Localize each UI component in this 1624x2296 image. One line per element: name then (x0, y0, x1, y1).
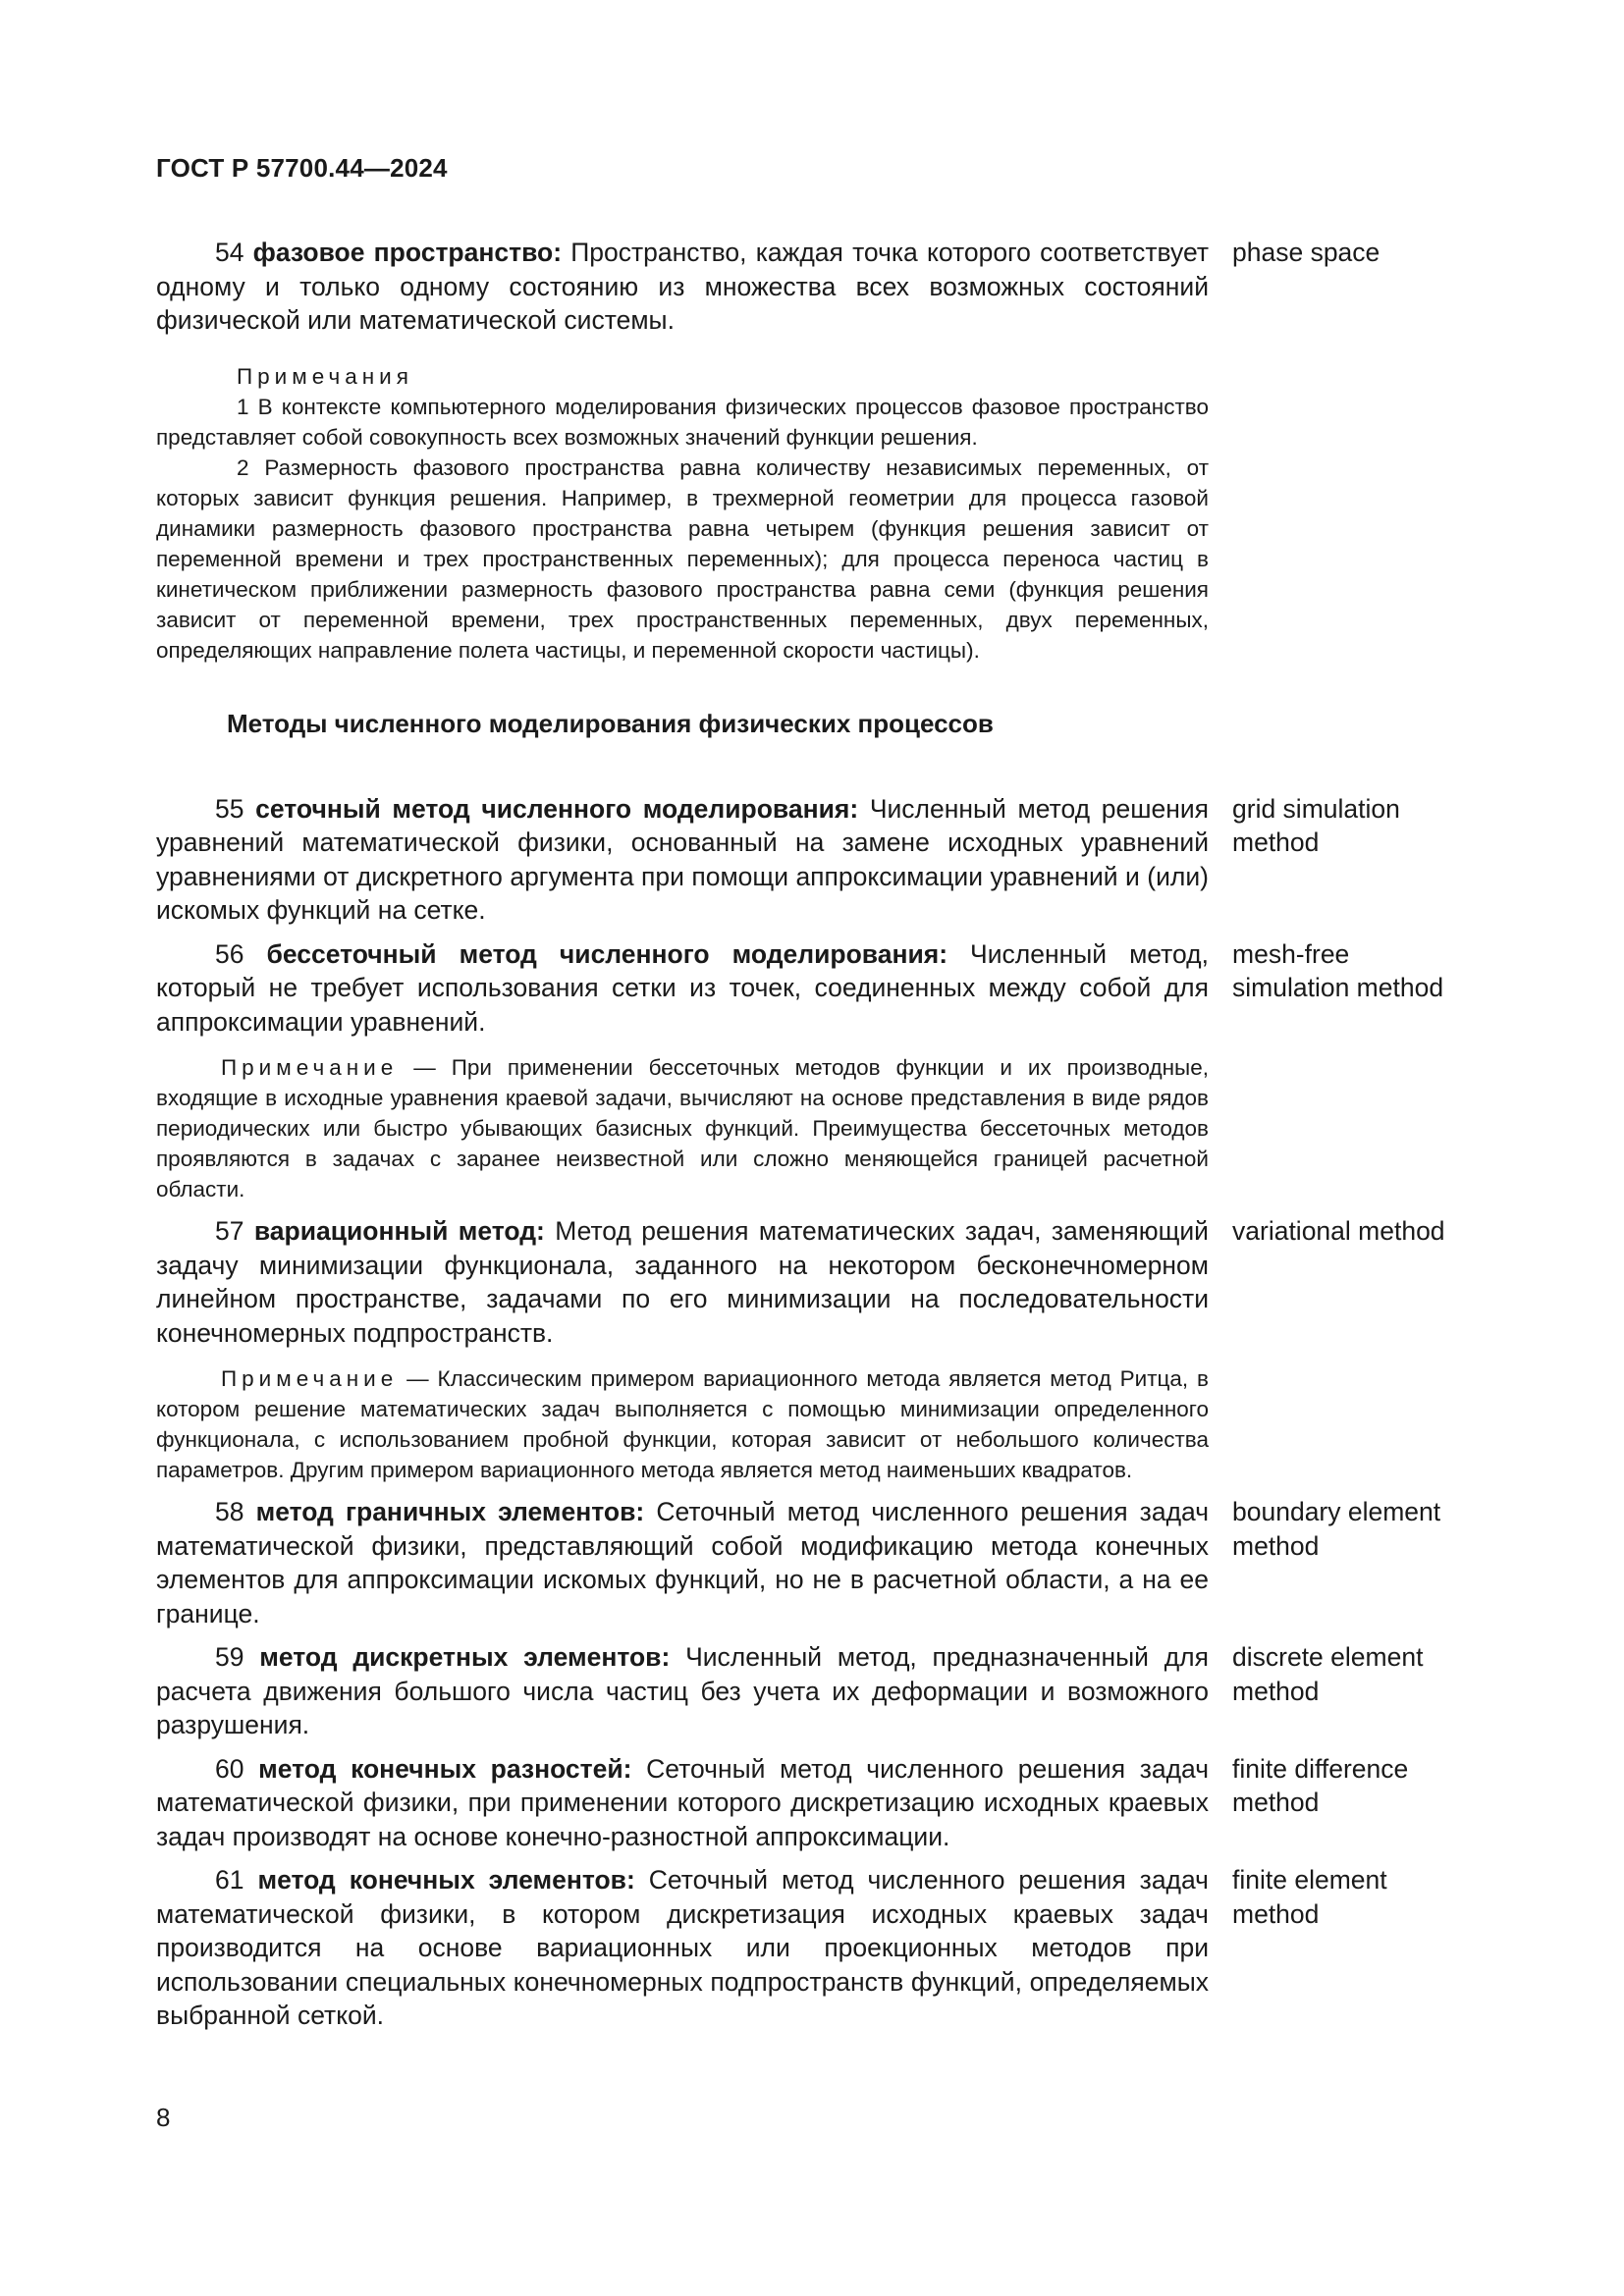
term-name: фазовое пространство: (252, 238, 563, 267)
term-number: 56 (215, 938, 244, 969)
term-english-56: mesh-free simulation method (1232, 938, 1444, 1002)
term-number: 61 (215, 1865, 244, 1895)
term-english-60: finite difference method (1232, 1753, 1409, 1817)
page-content (156, 236, 1491, 2033)
term-definition-text: Численный метод решения уравнений математической физики, основанный на замене исходных уравнений уравнениями от дискретного аргумента при помощи аппроксимации уравнений и (или) искомых функций на сетке. (156, 793, 1209, 925)
term-name: вариационный метод: (253, 1216, 545, 1246)
section-heading: Методы численного моделирования физических процессов (227, 708, 994, 738)
term-definition-59 (156, 1640, 1209, 1742)
term-definition-text: Сеточный метод численного решения задач математической физики, представляющий собой модификацию метода конечных элементов для аппроксимации искомых функций, но не в расчетной области, а на ее границе. (156, 1497, 1209, 1629)
note-label: Примечание (221, 1055, 399, 1080)
term-definition-text: Численный метод, который не требует использования сетки из точек, соединенных между собой для аппроксимации уравнений. (156, 938, 1209, 1037)
term-entry-58 (156, 1495, 1491, 1630)
term-english-59: discrete element method (1232, 1642, 1424, 1706)
term-english-61: finite element method (1232, 1865, 1387, 1929)
term-number: 59 (215, 1642, 244, 1672)
term-entry-57 (156, 1214, 1491, 1350)
term-name: метод дискретных элементов: (259, 1642, 671, 1672)
notes-54 (156, 361, 1209, 666)
term-entry-60 (156, 1752, 1491, 1854)
term-name: метод конечных элементов: (257, 1865, 635, 1895)
note-56 (156, 1052, 1209, 1204)
term-definition-54 (156, 236, 1209, 338)
term-definition-61 (156, 1863, 1209, 2033)
note-text: — При применении бессеточных методов функции и их производные, входящие в исходные уравнения краевой задачи, вычисляют на основе представления в виде рядов периодических или быстро убывающих базисных функций. Преимущества бессеточных методов проявляются в задачах с заранее неизвестной или сложно меняющейся границей расчетной области. (156, 1055, 1209, 1201)
note-57 (156, 1363, 1209, 1485)
term-definition-56 (156, 937, 1209, 1040)
term-english-57: variational method (1232, 1216, 1445, 1246)
term-english-55: grid simulation method (1232, 793, 1400, 857)
term-number: 57 (215, 1216, 244, 1246)
page-number: 8 (156, 2103, 171, 2132)
term-number: 54 (215, 238, 244, 267)
term-name: бессеточный метод численного моделирования: (266, 938, 948, 969)
term-entry-61 (156, 1863, 1491, 2033)
term-definition-58 (156, 1495, 1209, 1630)
term-definition-57 (156, 1214, 1209, 1350)
note-item-1: 1 В контексте компьютерного моделирования физических процессов фазовое пространство представляет собой совокупность всех возможных значений функции решения. (156, 394, 1209, 450)
term-definition-text: Сеточный метод численного решения задач математической физики, в котором дискретизация исходных краевых задач производится на основе вариационных или проекционных методов при использовании специальных конечномерных подпространств функций, определяемых выбранной сеткой. (156, 1865, 1209, 2030)
note-label: Примечание (221, 1366, 399, 1391)
note-item-2: 2 Размерность фазового пространства равна количеству независимых переменных, от которых зависит функция решения. Например, в трехмерной геометрии для процесса газовой динамики размерность фазового пространства равна четырем (функция решения зависит от переменной времени и трех пространственных переменных); для процесса переноса частиц в кинетическом приближении размерность фазового пространства равна семи (функция решения зависит от переменной времени, трех пространственных переменных, двух переменных, определяющих направление полета частицы, и переменной скорости частицы). (156, 454, 1209, 663)
notes-heading: Примечания (237, 363, 413, 389)
term-number: 58 (215, 1497, 244, 1526)
term-name: сеточный метод численного моделирования: (255, 793, 859, 824)
term-entry-54 (156, 236, 1491, 338)
term-definition-text: Сеточный метод численного решения задач математической физики, при применении которого дискретизацию исходных краевых задач производят на основе конечно-разностной аппроксимации. (156, 1753, 1210, 1851)
term-entry-55 (156, 792, 1491, 928)
term-definition-text: Пространство, каждая точка которого соответствует одному и только одному состоянию из множества всех возможных состояний физической или математической системы. (156, 238, 1209, 335)
term-number: 55 (215, 793, 244, 824)
term-entry-59 (156, 1640, 1491, 1742)
term-english-58: boundary element method (1232, 1497, 1441, 1561)
term-number: 60 (215, 1753, 244, 1784)
term-definition-text: Метод решения математических задач, заменяющий задачу минимизации функционала, заданного на некотором бесконечномерном линейном пространстве, задачами по его минимизации на последовательности конечномерных подпространств. (156, 1216, 1209, 1348)
term-definition-60 (156, 1752, 1209, 1854)
term-name: метод граничных элементов: (255, 1497, 645, 1526)
term-name: метод конечных разностей: (258, 1753, 632, 1784)
term-english-54: phase space (1232, 238, 1380, 267)
term-definition-55 (156, 792, 1209, 928)
term-definition-text: Численный метод, предназначенный для расчета движения большого числа частиц без учета их деформации и возможного разрушения. (156, 1642, 1209, 1739)
document-header: ГОСТ Р 57700.44—2024 (156, 153, 448, 183)
note-text: — Классическим примером вариационного метода является метод Ритца, в котором решение математических задач выполняется с помощью минимизации определенного функционала, с использованием пробной функции, которая зависит от небольшого количества параметров. Другим примером вариационного метода является метод наименьших квадратов. (156, 1366, 1209, 1482)
term-entry-56 (156, 937, 1491, 1040)
